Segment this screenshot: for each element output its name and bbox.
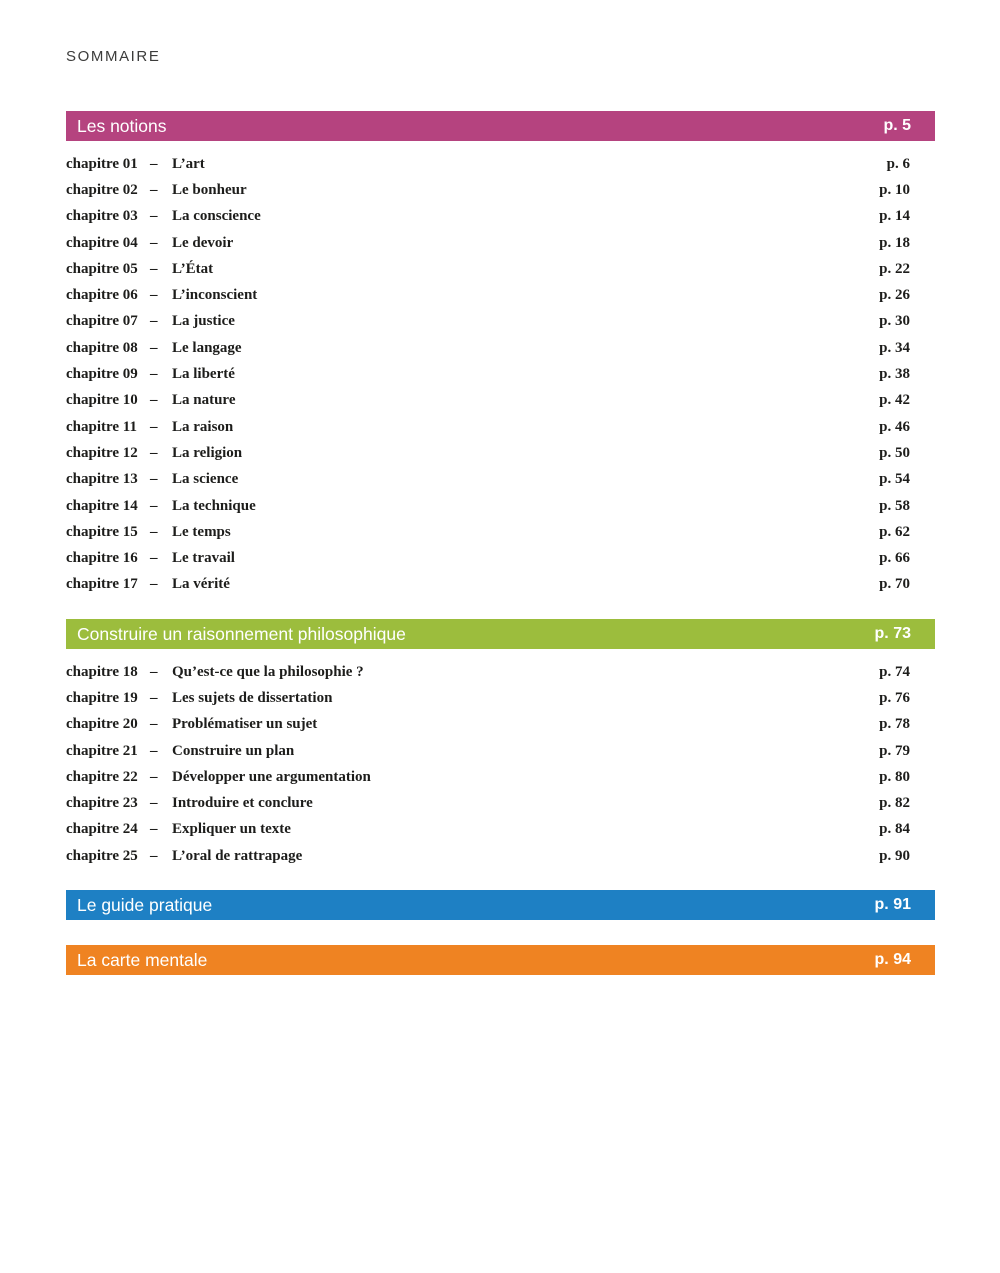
chapter-page-number: p. 54 [879,471,910,488]
chapter-page-number: p. 84 [879,821,910,838]
chapter-page-number: p. 82 [879,795,910,812]
chapter-title: L’inconscient [172,287,258,304]
separator-dash: – [150,716,158,733]
chapter-page-number: p. 34 [879,339,910,356]
section-banner-guide [66,890,935,920]
chapter-title: La nature [172,392,236,409]
chapter-number: chapitre 10 [66,392,138,409]
chapter-number: chapitre 21 [66,742,138,759]
toc-entry [66,843,935,869]
chapter-page-number: p. 42 [879,392,910,409]
chapter-title: La justice [172,313,235,330]
chapter-page-number: p. 78 [879,716,910,733]
chapter-number: chapitre 16 [66,550,138,567]
chapter-page-number: p. 46 [879,418,910,435]
chapter-title: La liberté [172,366,235,383]
chapter-page-number: p. 18 [879,234,910,251]
section-title: Construire un raisonnement philosophique [77,623,406,644]
separator-dash: – [150,339,158,356]
separator-dash: – [150,444,158,461]
chapter-number: chapitre 19 [66,689,138,706]
separator-dash: – [150,260,158,277]
chapter-number: chapitre 01 [66,155,138,172]
section-entries [66,649,935,869]
toc-entry [66,764,935,790]
spacer [66,920,935,945]
toc-entry [66,256,935,282]
section-banner-carte [66,945,935,975]
chapter-number: chapitre 12 [66,444,138,461]
chapter-title: L’État [172,260,214,277]
separator-dash: – [150,821,158,838]
chapter-number: chapitre 14 [66,497,138,514]
chapter-title: L’art [172,155,205,172]
chapter-page-number: p. 90 [879,847,910,864]
chapter-number: chapitre 08 [66,339,138,356]
chapter-number: chapitre 06 [66,287,138,304]
separator-dash: – [150,523,158,540]
chapter-number: chapitre 25 [66,847,138,864]
chapter-number: chapitre 17 [66,576,138,593]
toc-entry [66,361,935,387]
chapter-title: Problématiser un sujet [172,716,318,733]
toc-entry [66,335,935,361]
separator-dash: – [150,576,158,593]
chapter-number: chapitre 03 [66,208,138,225]
separator-dash: – [150,689,158,706]
separator-dash: – [150,208,158,225]
toc-entry [66,519,935,545]
chapter-number: chapitre 05 [66,260,138,277]
toc-entry [66,440,935,466]
separator-dash: – [150,471,158,488]
chapter-title: La religion [172,444,243,461]
chapter-number: chapitre 22 [66,768,138,785]
toc-entry [66,177,935,203]
separator-dash: – [150,768,158,785]
chapter-number: chapitre 24 [66,821,138,838]
chapter-number: chapitre 13 [66,471,138,488]
separator-dash: – [150,366,158,383]
toc-entry [66,151,935,177]
chapter-page-number: p. 30 [879,313,910,330]
chapter-page-number: p. 10 [879,181,910,198]
chapter-page-number: p. 22 [879,260,910,277]
chapter-title: L’oral de rattrapage [172,847,303,864]
toc-entry [66,230,935,256]
chapter-title: Le temps [172,523,231,540]
chapter-page-number: p. 26 [879,287,910,304]
chapter-number: chapitre 11 [66,418,137,435]
separator-dash: – [150,392,158,409]
chapter-number: chapitre 23 [66,795,138,812]
chapter-title: La conscience [172,208,261,225]
section-banner-notions [66,111,935,141]
chapter-title: Les sujets de dissertation [172,689,333,706]
section-banner-raisonnement [66,619,935,649]
chapter-number: chapitre 20 [66,716,138,733]
toc-entry [66,309,935,335]
toc-entry [66,493,935,519]
toc-entry [66,282,935,308]
chapter-title: Développer une argumentation [172,768,371,785]
chapter-page-number: p. 62 [879,523,910,540]
chapter-title: La vérité [172,576,230,593]
chapter-title: La science [172,471,239,488]
toc-entry [66,712,935,738]
section-page-number: p. 73 [874,625,911,643]
chapter-page-number: p. 79 [879,742,910,759]
section-page-number: p. 5 [883,117,911,134]
chapter-title: Expliquer un texte [172,821,291,838]
separator-dash: – [150,155,158,172]
chapter-number: chapitre 15 [66,523,138,540]
toc-entry [66,545,935,571]
chapter-title: La raison [172,418,234,435]
chapter-page-number: p. 70 [879,576,910,593]
toc-entry [66,572,935,598]
toc-entry [66,738,935,764]
chapter-title: Le bonheur [172,181,247,198]
separator-dash: – [150,418,158,435]
chapter-page-number: p. 38 [879,366,910,383]
chapter-page-number: p. 80 [879,768,910,785]
chapter-page-number: p. 50 [879,444,910,461]
section-page-number: p. 91 [874,896,911,914]
chapter-title: Qu’est-ce que la philosophie ? [172,663,364,680]
toc-entry [66,685,935,711]
chapter-page-number: p. 66 [879,550,910,567]
separator-dash: – [150,663,158,680]
toc-entry [66,817,935,843]
chapter-title: La technique [172,497,256,514]
chapter-number: chapitre 04 [66,234,138,251]
separator-dash: – [150,234,158,251]
separator-dash: – [150,795,158,812]
toc-entry [66,414,935,440]
separator-dash: – [150,287,158,304]
separator-dash: – [150,742,158,759]
chapter-page-number: p. 14 [879,208,910,225]
separator-dash: – [150,550,158,567]
chapter-title: Introduire et conclure [172,795,313,812]
chapter-page-number: p. 76 [879,689,910,706]
toc-entry [66,204,935,230]
chapter-page-number: p. 6 [886,155,910,172]
section-title: Le guide pratique [77,894,213,915]
section-entries [66,141,935,598]
section-title: Les notions [77,115,167,136]
chapter-title: Le langage [172,339,242,356]
chapter-title: Le travail [172,550,235,567]
section-title: La carte mentale [77,949,208,970]
toc-entry [66,791,935,817]
chapter-number: chapitre 09 [66,366,138,383]
chapter-number: chapitre 07 [66,313,138,330]
separator-dash: – [150,181,158,198]
page-title: SOMMAIRE [66,48,161,65]
chapter-number: chapitre 02 [66,181,138,198]
chapter-page-number: p. 74 [879,663,910,680]
toc-entry [66,659,935,685]
toc-entry [66,388,935,414]
separator-dash: – [150,497,158,514]
chapter-number: chapitre 18 [66,663,138,680]
section-page-number: p. 94 [874,951,911,969]
chapter-title: Le devoir [172,234,234,251]
chapter-title: Construire un plan [172,742,295,759]
chapter-page-number: p. 58 [879,497,910,514]
toc-entry [66,467,935,493]
separator-dash: – [150,313,158,330]
separator-dash: – [150,847,158,864]
